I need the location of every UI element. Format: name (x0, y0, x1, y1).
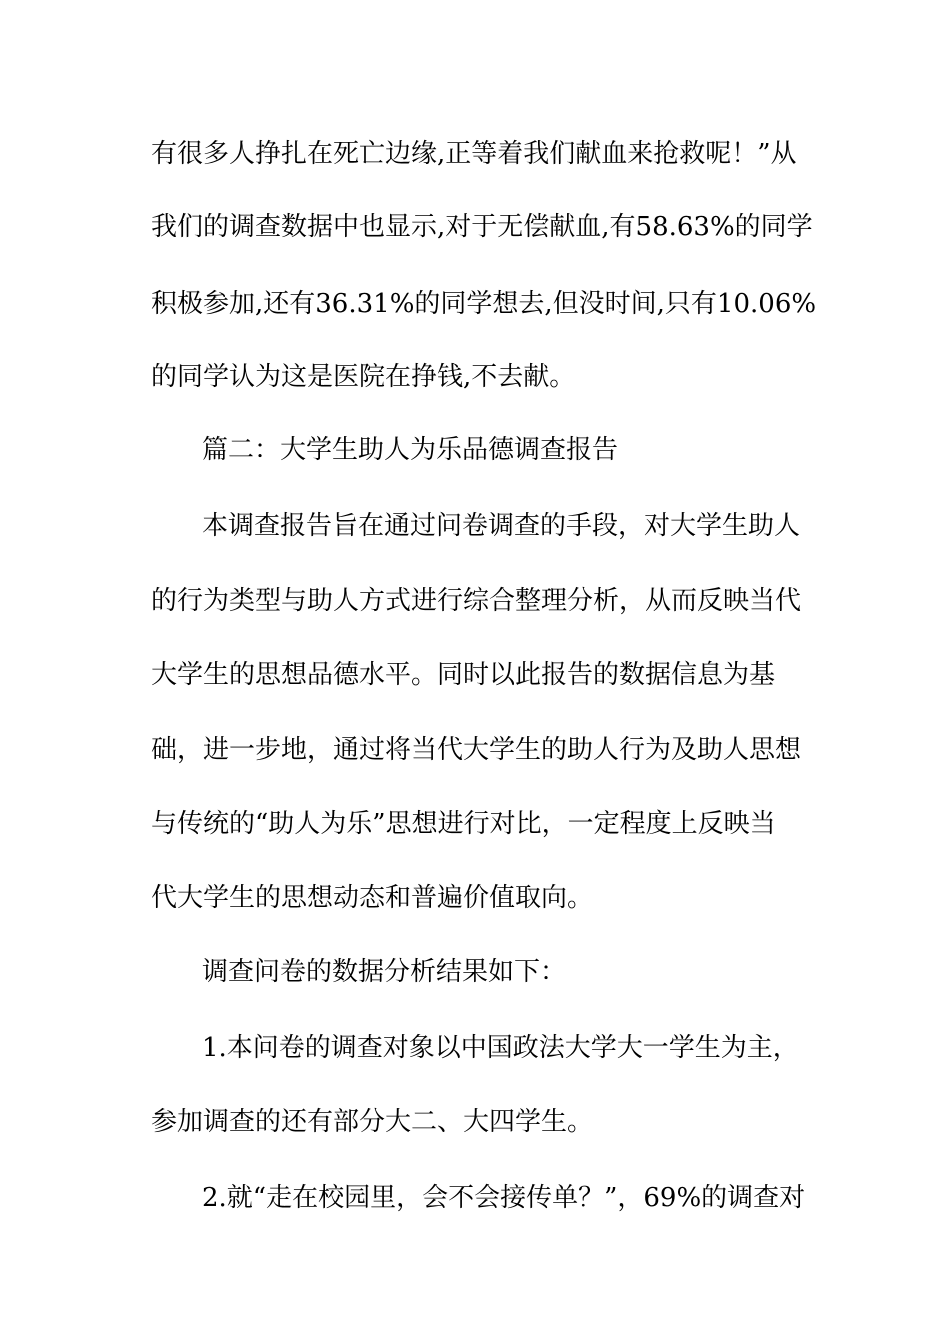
paragraph-line: 有很多人挣扎在死亡边缘,正等着我们献血来抢救呢！”从 (151, 139, 797, 169)
paragraph-line: 大学生的思想品德水平。同时以此报告的数据信息为基 (151, 660, 776, 690)
paragraph-line: 积极参加,还有36.31%的同学想去,但没时间,只有10.06% (151, 289, 817, 319)
paragraph-line: 本调查报告旨在通过问卷调查的手段，对大学生助人 (202, 511, 801, 541)
section-heading: 篇二：大学生助人为乐品德调查报告 (202, 435, 619, 465)
paragraph-line: 的行为类型与助人方式进行综合整理分析，从而反映当代 (151, 586, 802, 616)
paragraph-line: 的同学认为这是医院在挣钱,不去献。 (151, 362, 576, 392)
list-item-line: 参加调查的还有部分大二、大四学生。 (151, 1107, 594, 1137)
paragraph-line: 与传统的“助人为乐”思想进行对比，一定程度上反映当 (151, 809, 776, 839)
paragraph-line: 调查问卷的数据分析结果如下： (202, 957, 567, 987)
paragraph-line: 代大学生的思想动态和普遍价值取向。 (151, 883, 594, 913)
list-item-line: 2.就“走在校园里，会不会接传单？”，69%的调查对 (202, 1183, 806, 1213)
list-item-line: 1.本问卷的调查对象以中国政法大学大一学生为主， (202, 1033, 799, 1063)
paragraph-line: 我们的调查数据中也显示,对于无偿献血,有58.63%的同学 (151, 212, 813, 242)
paragraph-line: 础，进一步地，通过将当代大学生的助人行为及助人思想 (151, 735, 802, 765)
